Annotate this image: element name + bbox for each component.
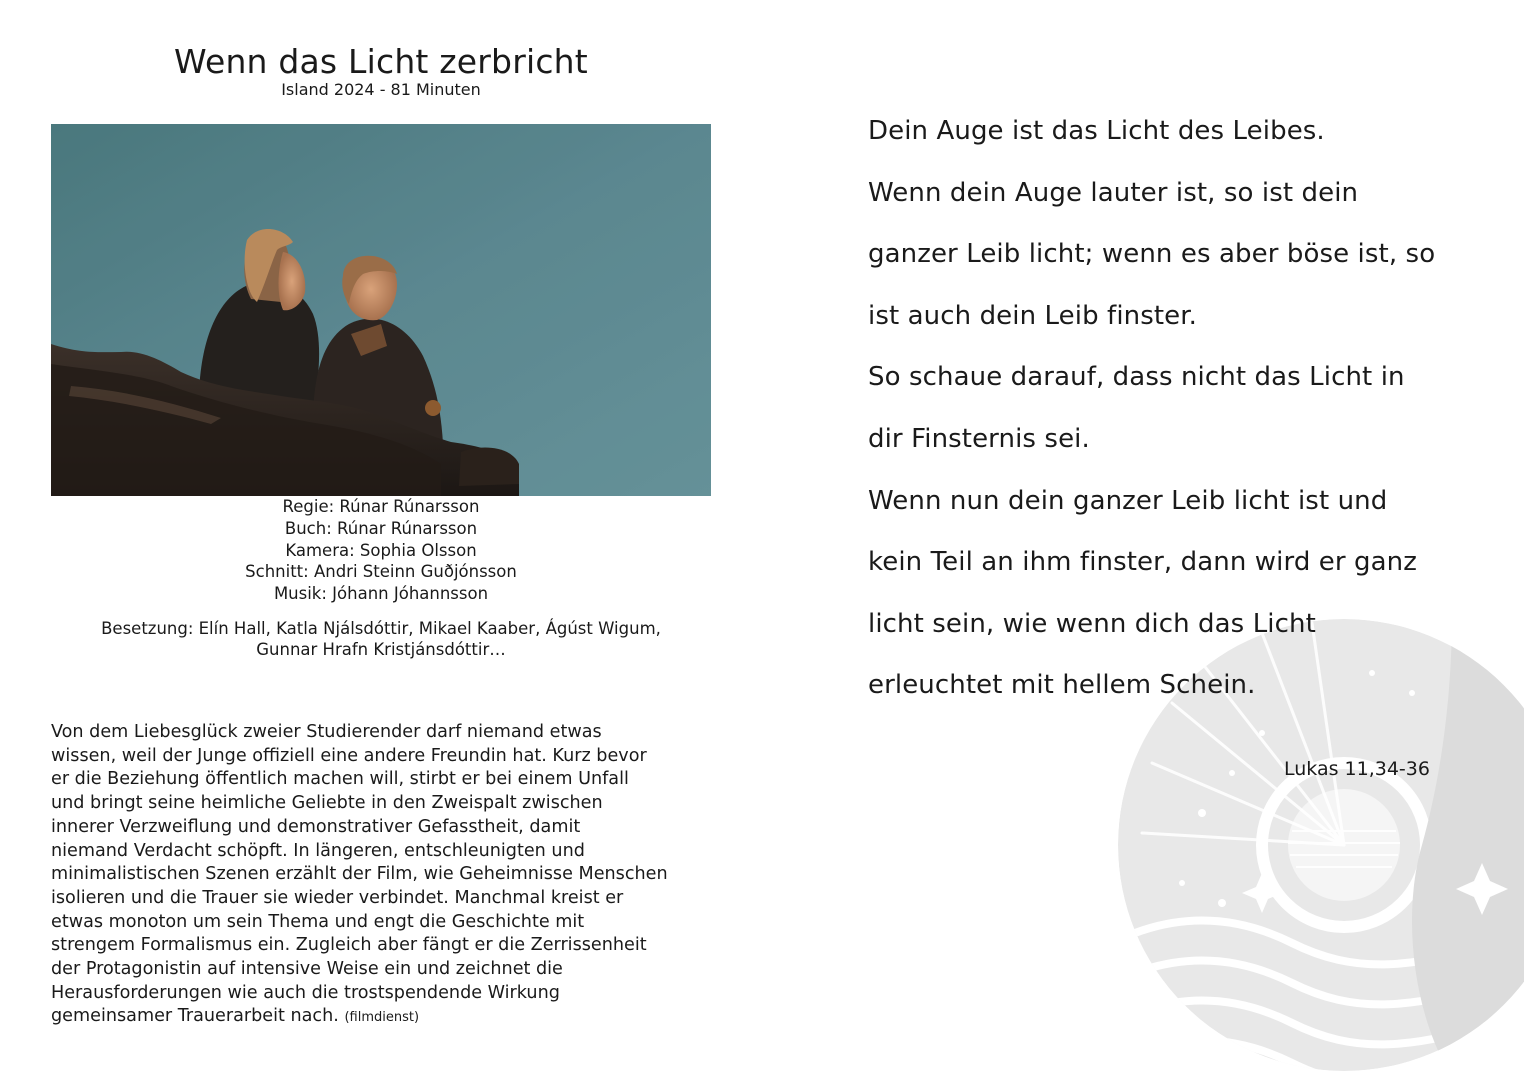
verse-reference: Lukas 11,34-36 <box>1284 758 1430 780</box>
credit-director: Regie: Rúnar Rúnarsson <box>282 497 480 516</box>
review-line: isolieren und die Trauer sie wieder verbindet. Manchmal kreist er <box>51 887 624 908</box>
review-line: wissen, weil der Junge offiziell eine andere Freundin hat. Kurz bevor <box>51 745 647 766</box>
review-line: minimalistischen Szenen erzählt der Film, wie Geheimnisse Menschen <box>51 864 668 885</box>
credit-editing: Schnitt: Andri Steinn Guðjónsson <box>245 562 517 582</box>
verse-line: kein Teil an ihm finster, dann wird er ganz <box>868 547 1418 578</box>
verse-line: ist auch dein Leib finster. <box>868 300 1198 331</box>
film-title: Wenn das Licht zerbricht <box>174 42 588 81</box>
film-subtitle: Island 2024 - 81 Minuten <box>281 80 481 99</box>
review-line: der Protagonistin auf intensive Weise ein und zeichnet die <box>51 959 563 980</box>
film-still-image <box>51 124 711 496</box>
review-line: Herausforderungen wie auch die trostspendende Wirkung <box>51 982 560 1003</box>
verse-line: ganzer Leib licht; wenn es aber böse ist, so <box>868 239 1436 270</box>
review-line-last <box>51 1005 723 1030</box>
credit-writer: Buch: Rúnar Rúnarsson <box>284 518 478 538</box>
credit-music: Musik: Jóhann Jóhannsson <box>273 584 489 604</box>
film-review <box>51 721 723 1030</box>
review-source: (filmdienst) <box>344 1010 420 1026</box>
cast-line: Gunnar Hrafn Kristjánsdóttir… <box>256 640 506 659</box>
verse-line: So schaue darauf, dass nicht das Licht in <box>868 362 1405 393</box>
verse-line: dir Finsternis sei. <box>868 423 1090 454</box>
review-line: er die Beziehung öffentlich machen will, stirbt er bei einem Unfall <box>51 769 629 790</box>
bible-verse <box>868 101 1468 717</box>
credits-list <box>51 496 711 605</box>
verse-line: Wenn dein Auge lauter ist, so ist dein <box>868 177 1359 208</box>
verse-line: Dein Auge ist das Licht des Leibes. <box>868 116 1325 146</box>
verse-line: Wenn nun dein ganzer Leib licht ist und <box>868 485 1388 516</box>
verse-line: erleuchtet mit hellem Schein. <box>868 670 1256 701</box>
review-line: etwas monoton um sein Thema und engt die Geschichte mit <box>51 911 585 932</box>
review-line: gemeinsamer Trauerarbeit nach. <box>51 1006 339 1027</box>
film-info-panel <box>0 0 762 1077</box>
cast-list <box>51 618 711 660</box>
review-line: und bringt seine heimliche Geliebte in den Zweispalt zwischen <box>51 793 603 814</box>
review-line: innerer Verzweiflung und demonstrativer Gefasstheit, damit <box>51 816 581 837</box>
review-line: Von dem Liebesglück zweier Studierender darf niemand etwas <box>51 722 602 742</box>
cast-line: Besetzung: Elín Hall, Katla Njálsdóttir, Mikael Kaaber, Ágúst Wigum, <box>101 619 661 638</box>
credit-camera: Kamera: Sophia Olsson <box>285 540 477 560</box>
review-line: niemand Verdacht schöpft. In längeren, entschleunigten und <box>51 840 585 861</box>
verse-line: licht sein, wie wenn dich das Licht <box>868 608 1316 639</box>
review-line: strengem Formalismus ein. Zugleich aber fängt er die Zerrissenheit <box>51 935 647 956</box>
